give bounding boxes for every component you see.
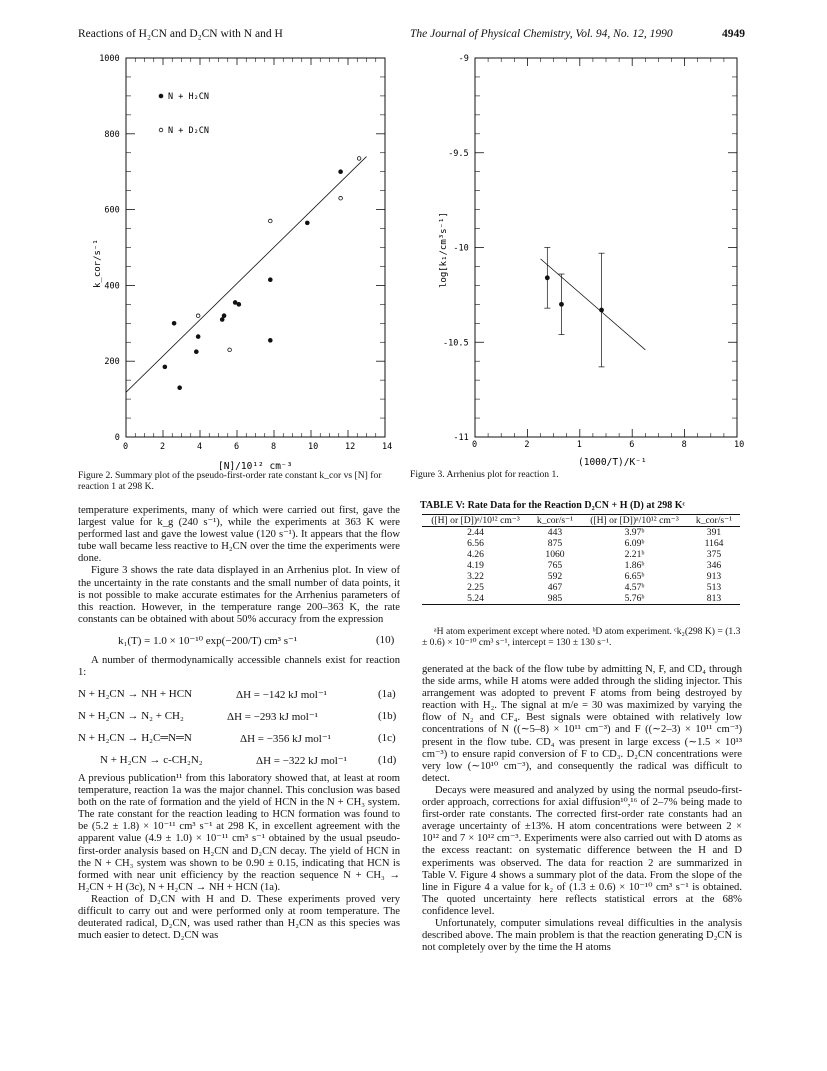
y-tick-label: -11	[453, 433, 469, 443]
cell: 6.65ᵇ	[624, 571, 645, 582]
paragraph: generated at the back of the flow tube by admitting N, F, and CD₄ through the side arms, while H atoms were added through the sliding injector. This arrangement was adopted to prevent F atoms from being destroyed by reaction with H₂. The signal at m/e = 30 was maximized by varying the flow of N₂ and CF₄. Best signals were obtained with relatively low concentrations of N ((∼5–8) × 10¹¹ cm⁻³) and F ((∼2–3) × 10¹¹ cm⁻³) present in the flow tube. CD₄ was present in large excess (∼1.5 × 10¹³ cm⁻³) to ensure rapid conversion of F to CD₃. D₂CN concentrations were very low (∼10¹⁰ cm⁻³), and consequently the radical was difficult to detect.	[422, 664, 742, 784]
cell: 765	[547, 560, 563, 571]
y-tick-label: -10	[453, 243, 469, 254]
paragraph: Unfortunately, computer simulations reveal difficulties in the analysis described above. The main problem is that the reaction generating D₂CN is not completely over by the time the H atoms	[422, 917, 742, 954]
legend-open-marker	[159, 128, 163, 132]
cell: 6.56	[467, 538, 484, 549]
table-row	[422, 593, 740, 605]
col-header: k_cor/s⁻¹	[695, 515, 733, 526]
table-row	[422, 571, 740, 582]
y-tick-label: -9	[458, 54, 469, 64]
table5	[422, 514, 740, 605]
cell: 3.97ᵇ	[624, 527, 645, 538]
cell: 1164	[704, 538, 724, 549]
legend-entry-h2cn: N + H₂CN	[168, 92, 209, 102]
cell: 4.57ᵇ	[624, 582, 645, 593]
x-tick-label: 12	[345, 442, 356, 452]
reaction-1a-num: (1a)	[378, 688, 396, 700]
col-header: ([H] or [D])ᵃ/10¹² cm⁻³	[590, 515, 679, 526]
y-tick-label: 1000	[99, 54, 120, 64]
paragraph: Figure 3 shows the rate data displayed in an Arrhenius plot. In view of the uncertainty in the rate constants and the small number of data points, it is not possible to make accurate estimates for the Arrhenius parameters of this reaction. However, in the temperature range 200–363 K, the rate constants can be obtained with about 50% accuracy from the expression	[78, 565, 400, 625]
reaction-1c-dh: ΔH = −356 kJ mol⁻¹	[240, 733, 331, 745]
cell: 592	[547, 571, 563, 582]
cell: 443	[547, 527, 563, 538]
reaction-1d-dh: ΔH = −322 kJ mol⁻¹	[256, 755, 347, 767]
reaction-1a-dh: ΔH = −142 kJ mol⁻¹	[236, 689, 327, 701]
paragraph: A number of thermodynamically accessible channels exist for reaction 1:	[78, 655, 400, 679]
data-point-filled	[338, 169, 343, 174]
cell: 2.25	[467, 582, 484, 593]
x-tick-label: 8	[271, 442, 277, 452]
cell: 375	[706, 549, 722, 560]
cell: 813	[706, 593, 722, 604]
table-row	[422, 527, 740, 539]
page-number: 4949	[722, 28, 745, 40]
reaction-1a: N + H₂CN → NH + HCN	[78, 688, 193, 700]
reaction-1b-dh: ΔH = −293 kJ mol⁻¹	[227, 711, 318, 723]
x-tick-label: 2	[160, 442, 166, 452]
cell: 913	[706, 571, 722, 582]
fit-line	[541, 259, 646, 350]
cell: 3.22	[467, 571, 484, 582]
cell: 6.09ᵇ	[624, 538, 645, 549]
data-point-open	[339, 196, 343, 200]
data-point-open	[357, 157, 361, 161]
data-point-open	[269, 219, 273, 223]
equation-number: (10)	[376, 634, 395, 646]
figure2-plot	[78, 48, 398, 473]
x-tick-label: 1	[576, 440, 582, 450]
data-point-filled	[305, 221, 310, 226]
equation-10: k₁(T) = 1.0 × 10⁻¹⁰ exp(−200/T) cm³ s⁻¹	[118, 635, 298, 647]
left-column	[78, 505, 400, 626]
data-point-open	[228, 348, 232, 352]
cell: 2.44	[467, 527, 484, 538]
data-point-filled	[194, 349, 199, 354]
data-point-open	[196, 314, 200, 318]
x-tick-label: 2	[524, 440, 530, 450]
data-point-filled	[268, 338, 273, 343]
data-point	[545, 275, 550, 280]
cell: 391	[706, 527, 722, 538]
running-head-left: Reactions of H₂CN and D₂CN with N and H	[78, 28, 283, 40]
left-column-lower	[78, 773, 400, 942]
reaction-1d-num: (1d)	[378, 754, 397, 766]
y-tick-label: 600	[104, 205, 120, 216]
data-point-filled	[220, 317, 225, 322]
cell: 5.76ᵇ	[624, 593, 645, 604]
cell: 1060	[545, 549, 565, 560]
cell: 875	[547, 538, 563, 549]
x-tick-label: 8	[681, 440, 687, 450]
x-tick-label: 4	[197, 442, 203, 452]
y-tick-label: -10.5	[443, 338, 469, 349]
x-tick-label: 10	[308, 442, 319, 452]
cell: 513	[706, 582, 722, 593]
cell: 1.86ᵇ	[624, 560, 645, 571]
reaction-1b: N + H₂CN → N₂ + CH₂	[78, 710, 184, 722]
legend-entry-d2cn: N + D₂CN	[168, 126, 209, 136]
data-point	[599, 308, 604, 313]
legend-filled-marker	[159, 94, 164, 99]
reaction-1d: N + H₂CN → c-CH₂N₂	[100, 754, 203, 766]
data-point-filled	[196, 334, 201, 339]
data-point-filled	[177, 385, 182, 390]
data-point-filled	[172, 321, 177, 326]
table-row	[422, 538, 740, 549]
table5-title: TABLE V: Rate Data for the Reaction D₂CN + H (D) at 298 Kᶜ	[420, 500, 686, 511]
paragraph: Decays were measured and analyzed by using the normal pseudo-first-order approach, corrections for axial diffusion¹⁰,¹⁶ of 2–7% being made to first-order rate constants. The corrected first-order rate constants had an average uncertainty of ±13%. H atom concentrations were between 2 × 10¹² and 7 × 10¹² cm⁻³. Experiments were also carried out with D atoms as the excess reactant: on systematic difference between the H and D experiments was observed. The data for reaction 2 are summarized in Table V. Figure 4 shows a summary plot of the data. From the slope of the line in Figure 4 a value for k₂ of (1.3 ± 0.6) × 10⁻¹⁰ cm³ s⁻¹ is obtained. The quoted uncertainty here reflects statistical errors at the 68% confidence level.	[422, 784, 742, 917]
reaction-1c-num: (1c)	[378, 732, 396, 744]
data-point	[559, 302, 564, 307]
paragraph: Reaction of D₂CN with H and D. These experiments proved very difficult to carry out and were performed only at room temperature. The deuterated radical, D₂CN, was used rather than H₂CN as this species was much easier to detect. D₂CN was	[78, 893, 400, 942]
y-tick-label: -9.5	[448, 148, 469, 159]
reaction-1b-num: (1b)	[378, 710, 397, 722]
x-tick-label: 6	[629, 440, 635, 450]
y-tick-label: 800	[104, 129, 120, 140]
figure2-ylabel: k_cor/s⁻¹	[93, 239, 103, 288]
y-tick-label: 400	[104, 281, 120, 292]
figure2-xlabel: [N]/10¹² cm⁻³	[218, 461, 293, 472]
x-tick-label: 14	[382, 442, 393, 452]
cell: 2.21ᵇ	[624, 549, 645, 560]
fit-line	[126, 157, 367, 393]
running-head-journal: The Journal of Physical Chemistry, Vol. 94, No. 12, 1990	[410, 28, 673, 40]
cell: 985	[547, 593, 563, 604]
table-row	[422, 549, 740, 560]
figure3-caption: Figure 3. Arrhenius plot for reaction 1.	[410, 469, 559, 480]
table5-footnote: ᵃH atom experiment except where noted. ᵇD atom experiment. ᶜk₂(298 K) = (1.3 ± 0.6) × 10⁻¹⁰ cm³ s⁻¹, intercept = 130 ± 130 s⁻¹.	[422, 626, 741, 648]
y-tick-label: 200	[104, 357, 120, 368]
x-tick-label: 6	[234, 442, 240, 452]
cell: 467	[547, 582, 563, 593]
right-column	[422, 664, 742, 954]
figure2-caption: Figure 2. Summary plot of the pseudo-first-order rate constant k_cor vs [N] for reaction 1 at 298 K.	[78, 470, 382, 492]
cell: 4.19	[467, 560, 484, 571]
paragraph: A previous publication¹¹ from this laboratory showed that, at least at room temperature, reaction 1a was the major channel. This conclusion was based both on the rate of formation and the yield of HCN in the N + CH₃ system. The rate constant for the reaction leading to HCN formation was found to be (5.2 ± 1.8) × 10⁻¹¹ cm³ s⁻¹ at 298 K, in excellent agreement with the apparent value (4.9 ± 1.0) × 10⁻¹¹ cm³ s⁻¹ obtained by the usual pseudo-first-order analysis based on H₂CN and D₂CN decay. The yield of HCN in the N + CH₃ system was shown to be 0.90 ± 0.15, indicating that HCN is formed with near unit efficiency by the reaction sequence N + CH₃ → H₂CN + H (3c), N + H₂CN → NH + HCN (1a).	[78, 773, 400, 893]
figure3-xlabel: (1000/T)/K⁻¹	[578, 457, 647, 468]
data-point-filled	[237, 302, 242, 307]
cell: 4.26	[467, 549, 484, 560]
figure3-ylabel: log[k₁/cm³s⁻¹]	[439, 212, 449, 288]
y-tick-label: 0	[114, 433, 120, 443]
x-tick-label: 0	[123, 442, 129, 452]
x-tick-label: 10	[734, 440, 745, 450]
table-row	[422, 582, 740, 593]
paragraph-channels	[78, 655, 400, 679]
paragraph: temperature experiments, many of which were carried out first, gave the largest value for k_g (240 s⁻¹), while the experiments at 363 K were performed last and gave the lowest value (120 s⁻¹). It appears that the flow tube wall became less reactive to H₂CN over the time the experiments were done.	[78, 505, 400, 565]
cell: 346	[706, 560, 722, 571]
reaction-1c: N + H₂CN → H₂C═N═N	[78, 732, 192, 744]
cell: 5.24	[467, 593, 484, 604]
x-tick-label: 0	[472, 440, 478, 450]
data-point-filled	[163, 365, 168, 370]
col-header: k_cor/s⁻¹	[536, 515, 574, 526]
table-row	[422, 560, 740, 571]
data-point-filled	[268, 277, 273, 282]
col-header: ([H] or [D])ᵃ/10¹² cm⁻³	[431, 515, 520, 526]
figure3-plot	[410, 48, 745, 473]
